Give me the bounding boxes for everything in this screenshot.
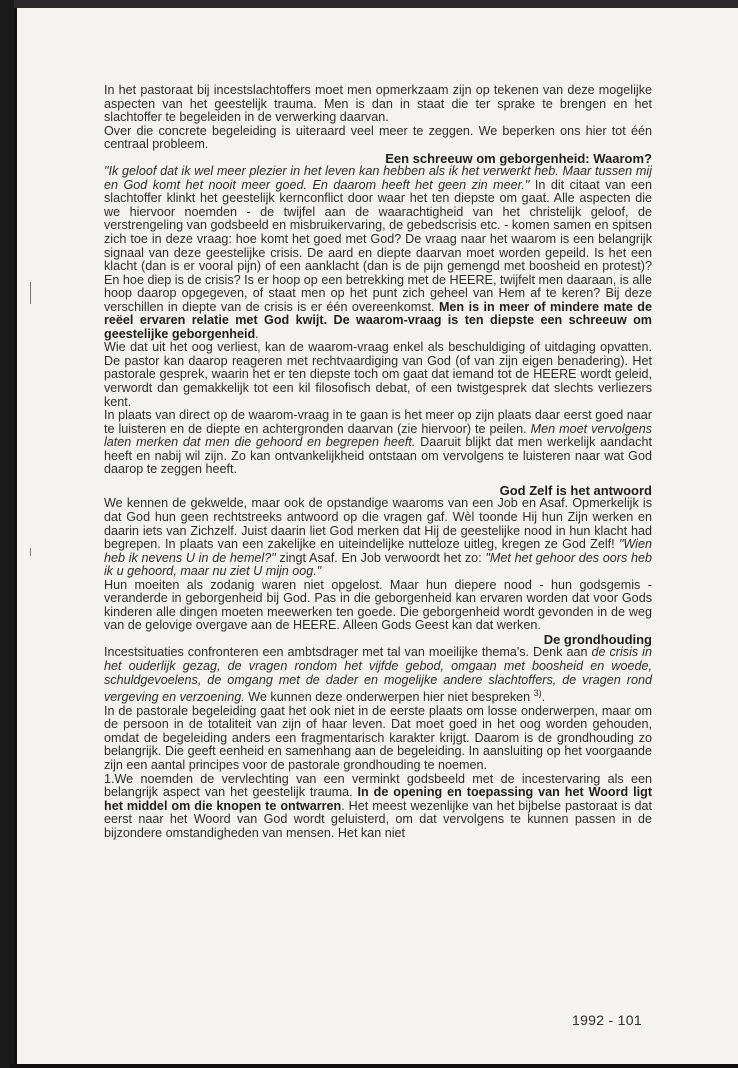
paragraph	[104, 165, 652, 341]
page-number: 1992 - 101	[572, 1012, 642, 1028]
paragraph	[104, 497, 652, 578]
emphasis-bold: Men is in meer of mindere mate de reëel ervaren relatie met God kwijt. De waarom-vraag is ten diepste een schreeuw om geestelijke geborgenheid	[104, 299, 652, 341]
paragraph-text: Incestsituaties confronteren een ambtsdrager met tal van moeilijke thema's. Denk aan	[104, 645, 592, 660]
quote-italic: "Ik geloof dat ik wel meer plezier in het leven kan hebben als ik het verwerkt heb. Maar tussen mij en God komt het nooit meer goed. En daarom heeft het geen zin meer."	[104, 164, 652, 192]
paragraph-text: We kennen de gekwelde, maar ook de opstandige waaroms van een Job en Asaf. Opmerkelijk is dat God hun geen rechtstreeks antwoord op die vragen gaf. Wèl toonde Hij hun Zijn werken en daarin iets van Zichzelf. Juist daarin liet God merken dat Hij de geestelijke nood in hun klacht had begrepen. In plaats van een zakelijke en uiteindelijke nutteloze uitleg, kregen ze God Zelf!	[104, 496, 652, 552]
paragraph	[104, 409, 652, 477]
scan-margin-mark	[30, 548, 31, 556]
section-heading: God Zelf is het antwoord	[499, 482, 652, 498]
scan-top-edge	[14, 0, 738, 8]
paragraph: In het pastoraat bij incestslachtoffers moet men opmerkzaam zijn op tekenen van deze mogelijke aspecten van het geestelijk trauma. Men is dan in staat die ter sprake te brengen en het slachtoffer te begeleiden in de verwerking daarvan.	[104, 83, 652, 125]
emphasis-italic: Men moet vervolgens laten merken dat men die gehoord en begrepen heeft.	[104, 421, 652, 450]
emphasis-bold: In de opening en toepassing van het Woord ligt het middel om die knopen te ontwarren	[104, 785, 653, 813]
paragraph: Wie dat uit het oog verliest, kan de waarom-vraag enkel als beschuldiging of uitdaging opvatten. De pastor kan daarop reageren met rechtvaardiging van God (of van zijn eigen benadering). Het pastorale gesprek, waarin het er ten diepste toch om gaat dat iemand tot de HEERE wordt geleid, verwordt dan gemakkelijk tot een kil filosofisch debat, of een twistgesprek dat slechts verliezers kent.	[104, 340, 652, 409]
quote-italic: "Met het gehoor des oors heb ik u gehoord, maar nu ziet U mijn oog."	[104, 550, 652, 579]
section-heading: De grondhouding	[543, 631, 652, 647]
footnote-ref: 3)	[533, 688, 542, 699]
section-heading: Een schreeuw om geborgenheid: Waarom?	[385, 150, 652, 166]
paragraph-text: zingt Asaf. En Job verwoordt het zo:	[275, 550, 486, 565]
paragraph-text: In dit citaat van een slachtoffer klinkt het geestelijk kernconflict door waar het ten diepste om gaat. Alle aspecten die we hiervoor noemden - de twijfel aan de waarachtigheid van het christelijk geloof, de verstrengeling van godsbeeld en misbruikervaring, de gebedscrisis etc. - komen samen en spitsen zich toe in deze vraag: hoe komt het goed met God? De vraag naar het waarom is een belangrijk signaal van deze geestelijke crisis. De aard en diepte daarvan moet worden gepeild. Is het een klacht (dan is er vooral pijn) of een aanklacht (dan is de pijn gemengd met boosheid en protest)? En hoe diep is de crisis? Is er hoop op een betrekking met de HEERE, twijfelt men daaraan, is alle hoop daarop opgegeven, of staat men op het punt zich geheel van Hem af te keren? Bij deze verschillen in diepte van de crisis is er één overeenkomst.	[104, 177, 653, 314]
paragraph: Over die concrete begeleiding is uiteraard veel meer te zeggen. We beperken ons hier tot één centraal probleem.	[104, 123, 652, 152]
paragraph-text: In plaats van direct op de waarom-vraag in te gaan is het meer op zijn plaats daar eerst goed naar te luisteren en de diepte en achtergronden daarvan (zie hiervoor) te peilen.	[104, 408, 652, 436]
emphasis-italic: de crisis in het ouderlijk gezag, de vragen rondom het vijfde gebod, omgaan met boosheid en woede, schuldgevoelens, de omgang met de dader en mogelijke andere slachtoffers, de vragen rond vergeving en verzoening.	[104, 645, 652, 705]
paragraph-text: Daaruit blijkt dat men werkelijk aandacht heeft en nabij wil zijn. Zo kan ontvankelijkheid ontstaan om vervolgens te luisteren naar wat God daarop te zeggen heeft.	[104, 435, 652, 477]
paragraph-text: .	[541, 690, 546, 705]
paragraph-text: We kunnen deze onderwerpen hier niet bespreken	[244, 690, 534, 705]
paragraph	[104, 646, 652, 704]
quote-italic: "Wien heb ik nevens U in de hemel?"	[104, 537, 652, 565]
paragraph-text: . Het meest wezenlijke van het bijbelse pastoraat is dat eerst naar het Woord van God wordt geluisterd, om dat vervolgens te kunnen passen in de bijzondere omstandigheden van mensen. Het kan niet	[104, 798, 652, 840]
scan-margin-mark	[30, 282, 31, 304]
paragraph-text: .	[255, 326, 259, 341]
paragraph: Hun moeiten als zodanig waren niet opgelost. Maar hun diepere nood - hun godsgemis - veranderde in geborgenheid bij God. Pas in die geborgenheid kan ervaren worden dat voor Gods kinderen alle dingen moeten meewerken ten goede. Die geborgenheid wordt gevonden in de weg van de gelovige overgave aan de HEERE. Alleen Gods Geest kan dat werken.	[104, 577, 652, 633]
paragraph	[104, 773, 652, 841]
paragraph: In de pastorale begeleiding gaat het ook niet in de eerste plaats om losse onderwerpen, maar om de persoon in de totaliteit van zijn of haar leven. Dat moet goed in het oog worden gehouden, omdat de begeleiding anders een fragmentarisch karakter krijgt. Daarom is de grondhouding zo belangrijk. Die geeft eenheid en samenhang aan de begeleiding. In aansluiting op het voorgaande zijn een aantal principes voor de pastorale grondhouding te noemen.	[104, 703, 652, 772]
article-body	[104, 84, 652, 840]
scan-bottom-edge	[10, 1064, 738, 1068]
paragraph-text: 1.We noemden de vervlechting van een verminkt godsbeeld met de incestervaring als een belangrijk aspect van het geestelijk trauma.	[104, 771, 652, 800]
